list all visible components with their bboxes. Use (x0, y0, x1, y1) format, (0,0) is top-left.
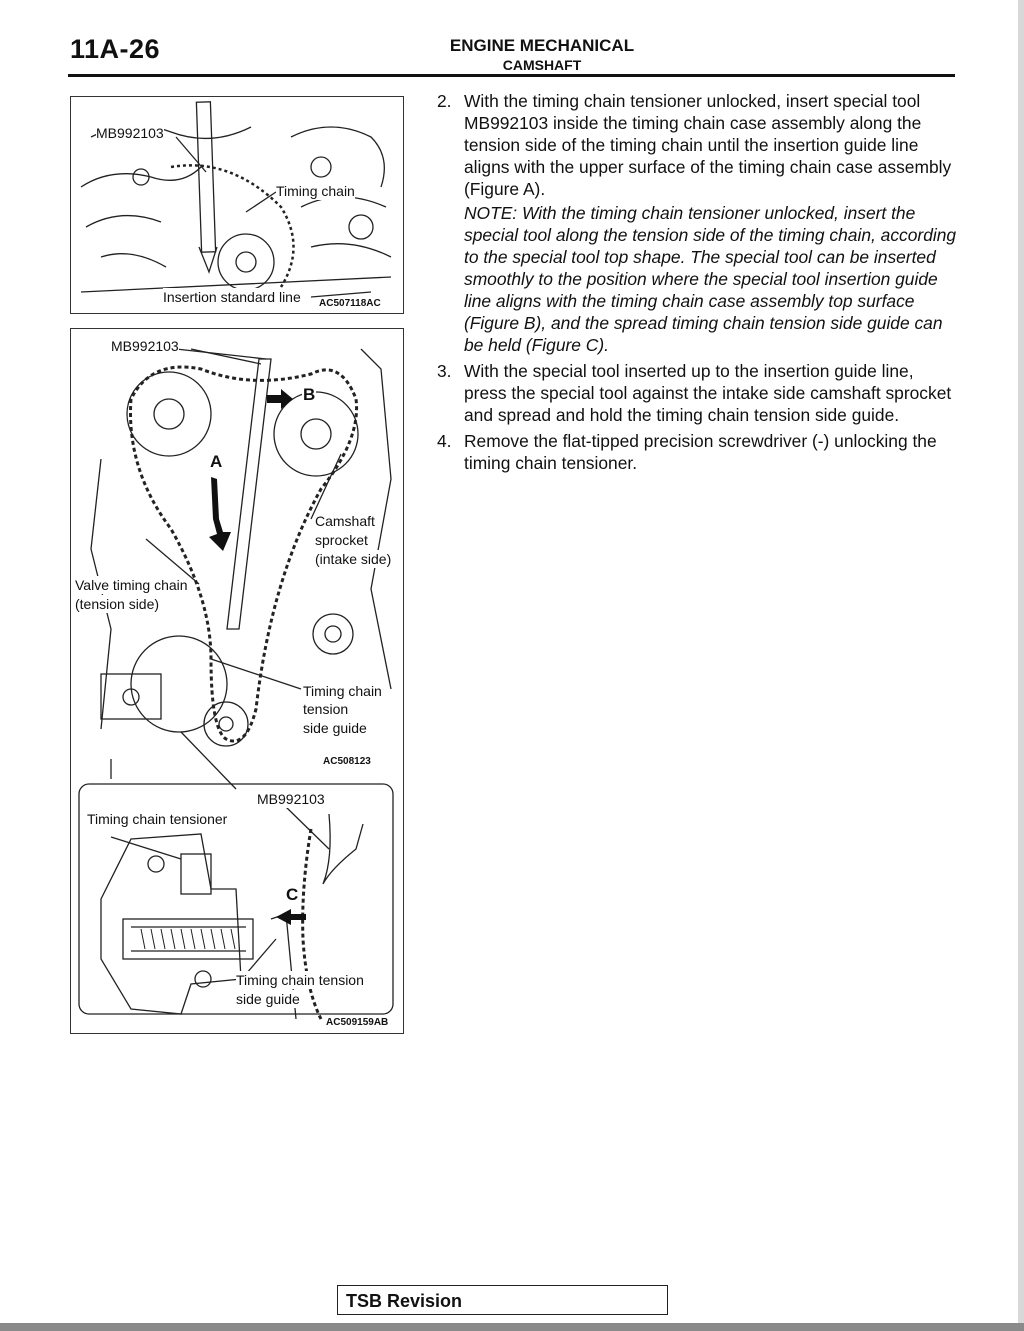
fig1-tool-label: MB992103 (96, 125, 164, 141)
step-number: 4. (437, 431, 452, 451)
step-2 (437, 90, 957, 356)
fig2-guide-label-2: tension (303, 701, 349, 717)
fig1-chain-label: Timing chain (276, 183, 355, 199)
page-edge (1018, 0, 1024, 1331)
inset-tensioner-label: Timing chain tensioner (87, 811, 228, 827)
step-4 (437, 430, 957, 474)
fig2-valve-chain-label-1: Valve timing chain (75, 577, 188, 593)
inset-code: AC509159AB (326, 1017, 389, 1028)
step-text: With the special tool inserted up to the insertion guide line, press the special tool against the intake side camshaft sprocket and spread and hold the timing chain tension side guide. (464, 361, 952, 425)
step-text: Remove the flat-tipped precision screwdriver (-) unlocking the timing chain tensioner. (464, 431, 937, 473)
figure-2-illustration (71, 329, 403, 1033)
step-3 (437, 360, 957, 426)
fig2-tool-label: MB992103 (111, 338, 179, 354)
step-text: With the timing chain tensioner unlocked, insert special tool MB992103 inside the timing chain case assembly along the tension side of the timing chain until the insertion guide line aligns with the upper surface of the timing chain case assembly (Figure A). (464, 91, 952, 199)
figure-insertion-standard-line (70, 96, 404, 314)
section-subtitle: CAMSHAFT (502, 57, 582, 73)
procedure-steps (437, 90, 957, 478)
fig1-code: AC507118AC (319, 298, 381, 309)
fig2-letter-a: A (210, 452, 223, 471)
tsb-revision-box: TSB Revision (337, 1285, 668, 1315)
inset-guide-label-1: Timing chain tension (236, 972, 364, 988)
fig2-guide-label-1: Timing chain (303, 683, 382, 699)
page-number: 11A-26 (70, 34, 161, 64)
header-rule (68, 74, 955, 77)
fig2-valve-chain-label-2: (tension side) (75, 596, 160, 612)
step-note: NOTE: With the timing chain tensioner unlocked, insert the special tool along the tension side of the timing chain, according to the special tool top shape. The special tool can be inserted smoothly to the position where the special tool insertion guide line aligns with the timing chain case assembly top surface (Figure B), and the spread timing chain tension side guide can be held (Figure C). (464, 203, 957, 355)
inset-guide-label-2: side guide (236, 991, 300, 1007)
step-number: 2. (437, 91, 452, 111)
fig2-guide-label-3: side guide (303, 720, 367, 736)
fig2-camshaft-label-3: (intake side) (315, 551, 392, 567)
fig2-letter-b: B (303, 385, 316, 404)
fig2-camshaft-label-1: Camshaft (315, 513, 375, 529)
page-bottom-edge (0, 1323, 1024, 1331)
inset-tool-label: MB992103 (257, 791, 325, 807)
figure-chain-tension-side (70, 328, 404, 1034)
fig1-insertion-line-label: Insertion standard line (163, 289, 301, 305)
fig2-camshaft-label-2: sprocket (315, 532, 368, 548)
inset-letter-c: C (286, 885, 299, 904)
step-number: 3. (437, 361, 452, 381)
fig2-code: AC508123 (323, 756, 371, 767)
section-title: ENGINE MECHANICAL (449, 36, 635, 55)
